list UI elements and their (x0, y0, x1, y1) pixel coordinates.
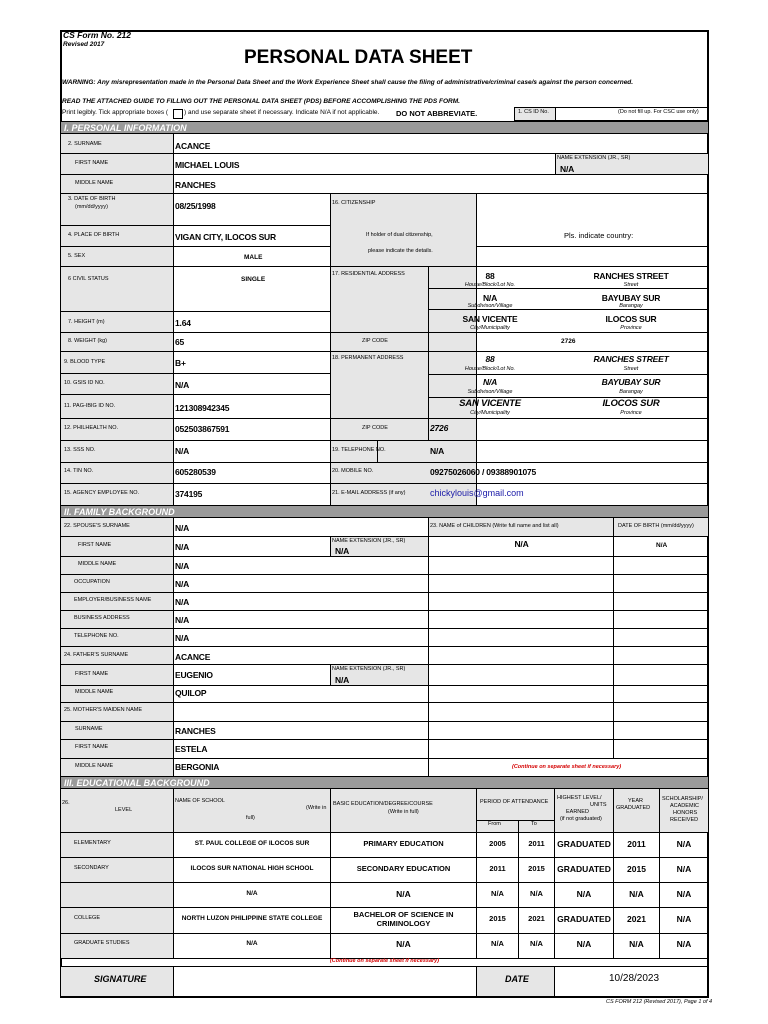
signature-field[interactable] (175, 968, 475, 995)
edu-row-year[interactable]: 2015 (627, 864, 646, 874)
perm-city-value[interactable]: SAN VICENTE (459, 398, 521, 409)
edu-row-to[interactable]: 2011 (528, 839, 545, 848)
res-city-value[interactable]: SAN VICENTE (462, 314, 518, 324)
mother-maiden-label: 25. MOTHER'S MAIDEN NAME (64, 707, 143, 713)
blood-type-label: 9. BLOOD TYPE (64, 359, 106, 365)
res-province-caption: Province (620, 325, 642, 331)
print-legibly-b: ) and use separate sheet if necessary. Indicate N/A if not applicable. (184, 109, 380, 116)
tin-label: 14. TIN NO. (64, 468, 94, 474)
perm-house-value[interactable]: 88 (485, 354, 495, 364)
cs-id-label: 1. CS ID No. (518, 109, 549, 115)
edu-row-honors[interactable]: N/A (676, 864, 692, 874)
date-label: DATE (505, 974, 529, 984)
spouse-surname-label: 22. SPOUSE'S SURNAME (64, 523, 130, 529)
print-legibly-a: Print legibly. Tick appropriate boxes ( (62, 109, 169, 116)
edu-row-honors[interactable]: N/A (676, 939, 692, 949)
edu-highest-header-2: UNITS (590, 802, 607, 808)
edu-course-header-2: (Write in full) (388, 809, 419, 815)
perm-barangay-value[interactable]: BAYUBAY SUR (601, 377, 661, 387)
edu-highest-header-4: (if not graduated) (560, 816, 602, 822)
perm-zip-label: ZIP CODE (362, 425, 388, 431)
gsis-label: 10. GSIS ID NO. (64, 380, 105, 386)
edu-row-course[interactable]: N/A (396, 889, 411, 899)
perm-address-label: 18. PERMANENT ADDRESS (332, 355, 404, 361)
form-revised: Revised 2017 (63, 41, 105, 48)
edu-row-from[interactable]: N/A (491, 939, 504, 948)
employer-value[interactable]: N/A (175, 597, 190, 607)
edu-honors-header-4: RECEIVED (670, 817, 699, 823)
edu-row-highest[interactable]: GRADUATED (557, 864, 611, 874)
perm-street-caption: Street (623, 366, 639, 372)
spouse-middle-label: MIDDLE NAME (78, 561, 117, 567)
employer-label: EMPLOYER/BUSINESS NAME (74, 597, 152, 603)
business-address-label: BUSINESS ADDRESS (74, 615, 130, 621)
edu-row-year[interactable]: N/A (629, 889, 644, 899)
sss-value[interactable]: N/A (175, 446, 190, 456)
weight-value[interactable]: 65 (175, 337, 185, 347)
sss-label: 13. SSS NO. (64, 447, 96, 453)
edu-number-label: 26. (62, 800, 70, 806)
telephone-value[interactable]: N/A (430, 446, 445, 456)
res-zip-label: ZIP CODE (362, 338, 388, 344)
edu-highest-header-1: HIGHEST LEVEL/ (557, 795, 602, 801)
height-value[interactable]: 1.64 (175, 318, 191, 328)
spouse-ext-value[interactable]: N/A (335, 546, 350, 556)
children-dob-header: DATE OF BIRTH (mm/dd/yyyy) (618, 523, 694, 529)
edu-school-header-1: NAME OF SCHOOL (175, 798, 225, 804)
pagibig-value[interactable]: 121308942345 (175, 403, 230, 413)
edu-school-header-2: (Write in (306, 805, 327, 811)
spouse-middle-value[interactable]: N/A (175, 561, 190, 571)
edu-row-highest[interactable]: GRADUATED (557, 839, 611, 849)
edu-row-course[interactable]: PRIMARY EDUCATION (363, 839, 444, 848)
res-subdivision-value[interactable]: N/A (482, 293, 498, 303)
res-subdivision-caption: Subdivison/Village (467, 303, 513, 309)
perm-street-value[interactable]: RANCHES STREET (593, 354, 669, 364)
perm-barangay-caption: Barangay (619, 389, 643, 395)
res-barangay-caption: Barangay (619, 303, 643, 309)
edu-row-to[interactable]: 2015 (528, 864, 545, 873)
email-value[interactable]: chickylouis@gmail.com (430, 488, 524, 498)
dual-citizenship-note-1: If holder of dual citizenship, (366, 232, 433, 238)
edu-row-honors[interactable]: N/A (676, 914, 692, 924)
edu-row-from[interactable]: 2011 (489, 864, 506, 873)
edu-row-level: ELEMENTARY (74, 840, 111, 846)
edu-row-level: GRADUATE STUDIES (74, 940, 130, 946)
weight-label: 8. WEIGHT (kg) (68, 338, 108, 344)
gsis-value[interactable]: N/A (175, 380, 190, 390)
education-continue-note: (Continue on separate sheet if necessary) (329, 958, 440, 964)
edu-row-year[interactable]: 2011 (627, 839, 646, 849)
edu-period-header: PERIOD OF ATTENDANCE (480, 799, 549, 805)
edu-row-highest[interactable]: N/A (576, 939, 592, 949)
perm-house-caption: House/Block/Lot No. (464, 366, 516, 372)
occupation-label: OCCUPATION (74, 579, 110, 585)
perm-province-caption: Province (620, 410, 642, 416)
philhealth-value[interactable]: 052503867591 (175, 424, 230, 434)
mother-middle-label: MIDDLE NAME (75, 763, 114, 769)
mother-first-label: FIRST NAME (75, 744, 109, 750)
edu-row-course[interactable]: BACHELOR OF SCIENCE IN CRIMINOLOGY (353, 910, 454, 928)
edu-row-from[interactable]: 2005 (489, 839, 506, 848)
dob-label: 3. DATE OF BIRTH (68, 196, 116, 202)
edu-level-header: LEVEL (115, 807, 133, 813)
father-middle-label: MIDDLE NAME (75, 689, 114, 695)
edu-row-school[interactable]: ST. PAUL COLLEGE OF ILOCOS SUR (194, 840, 310, 847)
spouse-telephone-value[interactable]: N/A (175, 633, 190, 643)
cs-id-note: (Do not fill up. For CSC use only) (618, 109, 699, 115)
section-family-background: II. FAMILY BACKGROUND (61, 505, 708, 518)
warning-text: WARNING: Any misrepresentation made in the Personal Data Sheet and the Work Experience Sheet shall cause the filing of administrative/criminal case/s against the person concerned. (62, 79, 634, 86)
res-barangay-value[interactable]: BAYUBAY SUR (601, 293, 661, 303)
edu-row-from[interactable]: N/A (491, 889, 504, 898)
pob-label: 4. PLACE OF BIRTH (68, 232, 120, 238)
res-address-label: 17. RESIDENTIAL ADDRESS (332, 271, 405, 277)
edu-from-header: From (488, 821, 501, 827)
edu-course-header-1: BASIC EDUCATION/DEGREE/COURSE (333, 801, 433, 807)
family-continue-note: (Continue on separate sheet if necessary) (512, 764, 622, 770)
tick-box-sample (173, 109, 183, 119)
res-street-caption: Street (623, 282, 639, 288)
father-surname-label: 24. FATHER'S SURNAME (64, 652, 129, 658)
edu-row-school[interactable]: N/A (246, 940, 258, 947)
res-province-value[interactable]: ILOCOS SUR (605, 314, 657, 324)
res-street-value[interactable]: RANCHES STREET (593, 271, 669, 281)
page-title: PERSONAL DATA SHEET (244, 47, 473, 68)
sex-value[interactable]: MALE (244, 254, 263, 261)
perm-province-value[interactable]: ILOCOS SUR (602, 398, 660, 409)
edu-row-from[interactable]: 2015 (489, 914, 506, 923)
edu-row-year[interactable]: 2021 (627, 914, 646, 924)
signature-label: SIGNATURE (94, 974, 147, 984)
child-dob-value[interactable]: N/A (656, 542, 668, 549)
dob-value[interactable]: 08/25/1998 (175, 201, 216, 211)
pagibig-label: 11. PAG-IBIG ID NO. (64, 403, 116, 409)
edu-row-year[interactable]: N/A (629, 939, 644, 949)
spouse-first-value[interactable]: N/A (175, 542, 190, 552)
mother-surname-value[interactable]: RANCHES (175, 726, 216, 736)
mother-middle-value[interactable]: BERGONIA (175, 762, 220, 772)
mother-first-value[interactable]: ESTELA (175, 744, 208, 754)
occupation-value[interactable]: N/A (175, 579, 190, 589)
civil-status-label: 6 CIVIL STATUS (68, 276, 109, 282)
spouse-surname-value[interactable]: N/A (175, 523, 190, 533)
father-first-value[interactable]: EUGENIO (175, 670, 213, 680)
edu-row-level: COLLEGE (74, 915, 100, 921)
edu-honors-header-2: ACADEMIC (670, 803, 700, 809)
mobile-value[interactable]: 09275026060 / 09388901075 (430, 467, 537, 477)
education-header-bg (61, 789, 708, 832)
edu-row-honors[interactable]: N/A (676, 889, 692, 899)
mother-surname-label: SURNAME (75, 726, 103, 732)
civil-status-value[interactable]: SINGLE (241, 276, 266, 283)
surname-label: 2. SURNAME (68, 141, 102, 147)
citizenship-label: 16. CITIZENSHIP (332, 200, 376, 206)
father-ext-label: NAME EXTENSION (JR., SR) (332, 666, 406, 672)
dual-citizenship-note-2: please indicate the details. (368, 248, 433, 254)
perm-subdivision-value[interactable]: N/A (482, 377, 498, 387)
philhealth-label: 12. PHILHEALTH NO. (64, 425, 118, 431)
telephone-label: 19. TELEPHONE NO. (332, 447, 386, 453)
res-zip-value[interactable]: 2726 (561, 338, 576, 345)
edu-year-header-1: YEAR (628, 798, 643, 804)
tin-value[interactable]: 605280539 (175, 467, 216, 477)
edu-row-school[interactable]: ILOCOS SUR NATIONAL HIGH SCHOOL (190, 865, 314, 872)
date-value[interactable]: 10/28/2023 (609, 973, 660, 984)
perm-subdivision-caption: Subdivison/Village (467, 389, 513, 395)
edu-year-header-2: GRADUATED (616, 805, 651, 811)
name-ext-value[interactable]: N/A (560, 164, 575, 174)
spouse-ext-label: NAME EXTENSION (JR., SR) (332, 538, 406, 544)
father-surname-value[interactable]: ACANCE (175, 652, 211, 662)
edu-row-course[interactable]: N/A (396, 939, 411, 949)
edu-honors-header-1: SCHOLARSHIP/ (662, 796, 703, 802)
middle-name-value[interactable]: RANCHES (175, 180, 216, 190)
label-column-bg-2 (330, 193, 476, 505)
section-educational-background: III. EDUCATIONAL BACKGROUND (61, 776, 708, 789)
do-not-abbreviate: DO NOT ABBREVIATE. (396, 109, 478, 118)
email-label: 21. E-MAIL ADDRESS (if any) (332, 490, 406, 496)
blood-type-value[interactable]: B+ (175, 358, 186, 368)
perm-city-caption: City/Municipality (470, 410, 510, 416)
indicate-country-label: Pls. indicate country: (564, 231, 634, 240)
edu-row-to[interactable]: N/A (530, 889, 543, 898)
dob-format-label: (mm/dd/yyyy) (75, 204, 108, 210)
agency-no-label: 15. AGENCY EMPLOYEE NO. (64, 490, 140, 496)
agency-no-value[interactable]: 374195 (175, 489, 203, 499)
father-ext-value[interactable]: N/A (335, 675, 350, 685)
edu-row-highest[interactable]: GRADUATED (557, 914, 611, 924)
sex-label: 5. SEX (68, 253, 86, 259)
first-name-value[interactable]: MICHAEL LOUIS (175, 160, 240, 170)
page-footer: CS FORM 212 (Revised 2017), Page 1 of 4 (606, 999, 713, 1005)
edu-row-course[interactable]: SECONDARY EDUCATION (356, 864, 451, 873)
first-name-label: FIRST NAME (75, 160, 109, 166)
edu-row-honors[interactable]: N/A (676, 839, 692, 849)
spouse-first-label: FIRST NAME (78, 542, 112, 548)
business-address-value[interactable]: N/A (175, 615, 190, 625)
edu-row-school[interactable]: NORTH LUZON PHILIPPINE STATE COLLEGE (181, 915, 323, 922)
res-house-caption: House/Block/Lot No. (464, 282, 516, 288)
pob-value[interactable]: VIGAN CITY, ILOCOS SUR (175, 232, 276, 242)
edu-highest-header-3: EARNED (566, 809, 589, 815)
mobile-label: 20. MOBILE NO. (332, 468, 374, 474)
children-header: 23. NAME of CHILDREN (Write full name and list all) (430, 523, 559, 529)
res-house-value[interactable]: 88 (485, 271, 495, 281)
edu-row-level: SECONDARY (74, 865, 109, 871)
res-city-caption: City/Municipality (470, 325, 510, 331)
edu-row-to[interactable]: N/A (530, 939, 543, 948)
height-label: 7. HEIGHT (m) (68, 319, 105, 325)
edu-row-highest[interactable]: N/A (576, 889, 592, 899)
name-ext-label: NAME EXTENSION (JR., SR) (557, 155, 631, 161)
edu-school-header-3: full) (246, 815, 255, 821)
middle-name-label: MIDDLE NAME (75, 180, 114, 186)
spouse-telephone-label: TELEPHONE NO. (74, 633, 119, 639)
edu-row-to[interactable]: 2021 (528, 914, 545, 923)
father-middle-value[interactable]: QUILOP (175, 688, 207, 698)
father-first-label: FIRST NAME (75, 671, 109, 677)
read-guide-text: READ THE ATTACHED GUIDE TO FILLING OUT THE PERSONAL DATA SHEET (PDS) BEFORE ACCOMPLISHING THE PDS FORM. (62, 98, 460, 105)
edu-to-header: To (531, 821, 537, 827)
surname-value[interactable]: ACANCE (175, 141, 211, 151)
edu-row-school[interactable]: N/A (246, 890, 258, 897)
form-number: CS Form No. 212 (63, 30, 132, 40)
edu-honors-header-3: HONORS (673, 810, 698, 816)
section-personal-info: I. PERSONAL INFORMATION (61, 121, 708, 134)
perm-zip-value[interactable]: 2726 (430, 423, 449, 433)
child-name-value[interactable]: N/A (514, 539, 529, 549)
